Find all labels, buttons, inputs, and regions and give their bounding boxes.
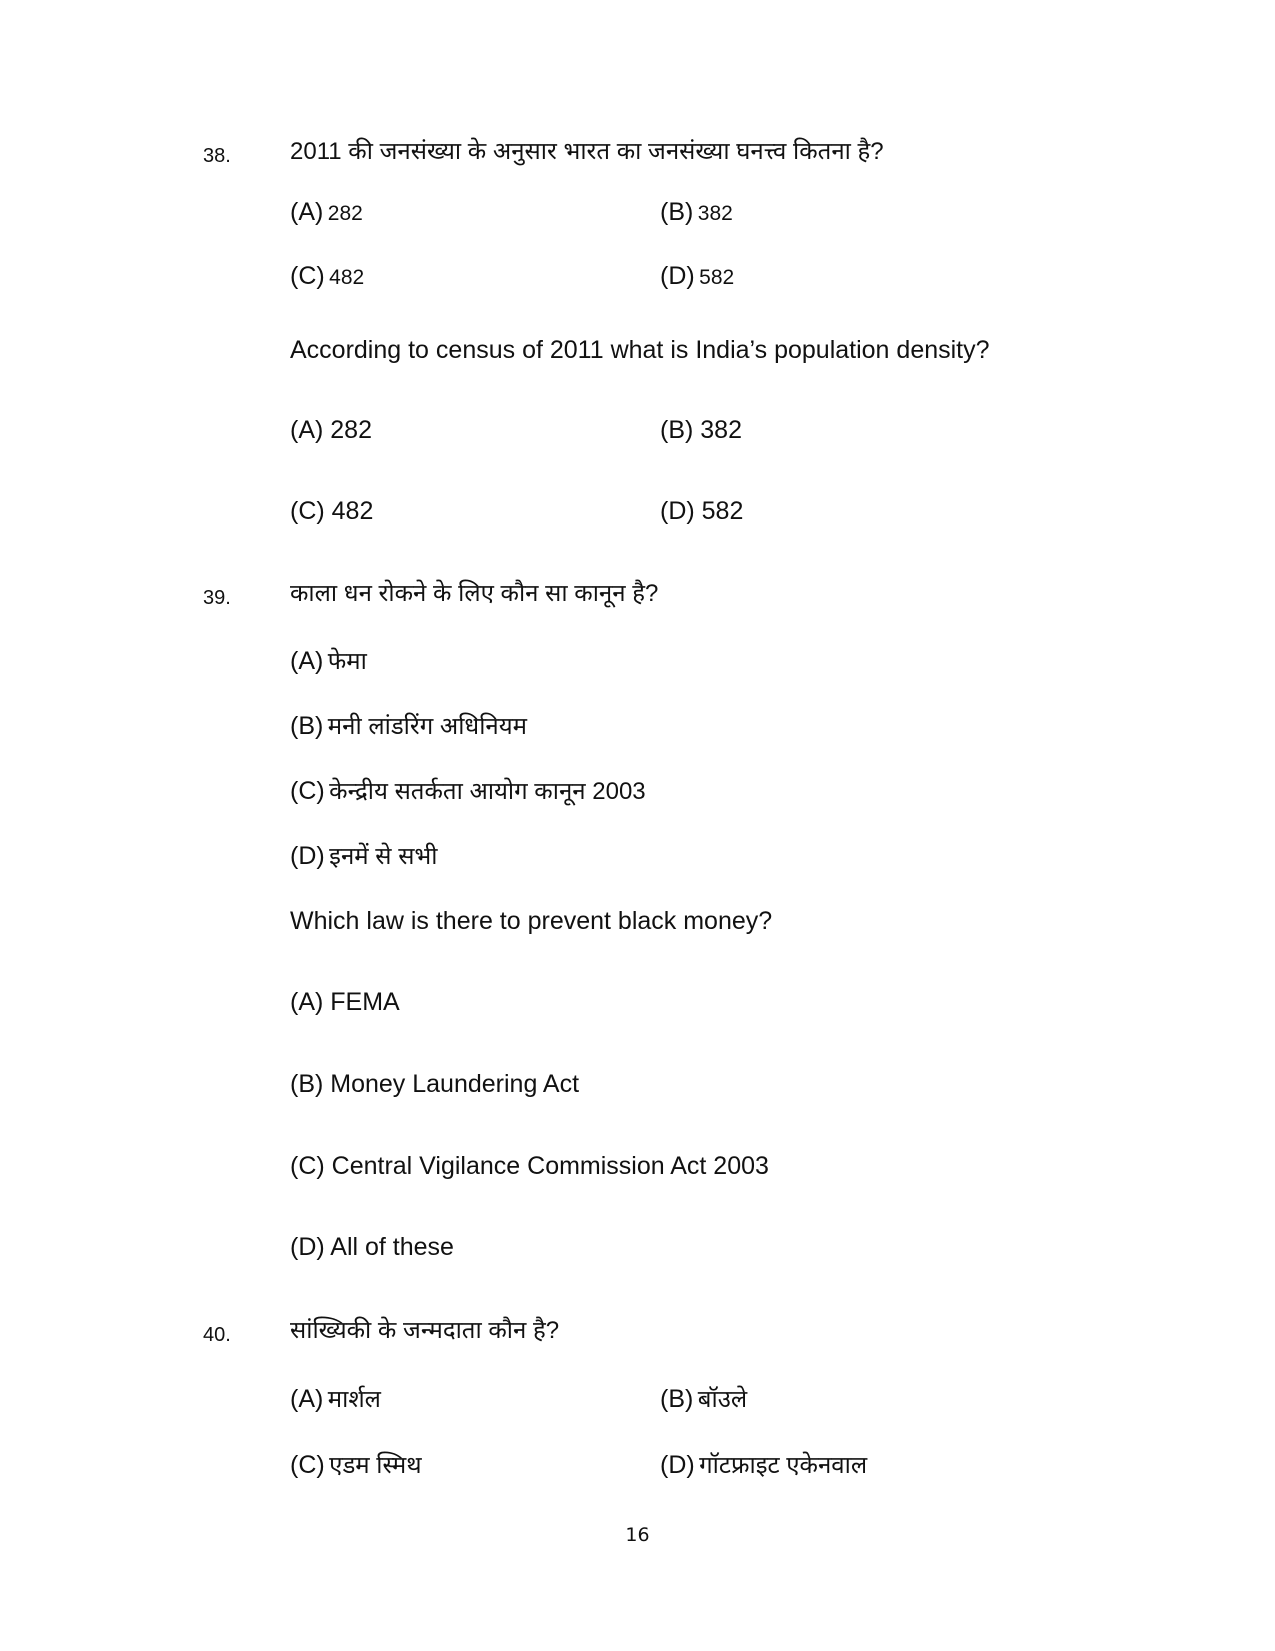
option-d-english: (D) All of these (290, 1233, 454, 1261)
question-number: 38. (203, 145, 231, 167)
question-text-hindi: सांख्यिकी के जन्मदाता कौन है? (290, 1317, 560, 1344)
option-value: बॉउले (697, 1386, 748, 1413)
option-b-hindi (290, 714, 527, 739)
option-label: (C) (290, 777, 325, 805)
question-text-english: According to census of 2011 what is India’s population density? (290, 336, 990, 364)
option-label: (D) (660, 1451, 695, 1479)
option-label: (A) (290, 647, 324, 675)
option-b-english: (B) Money Laundering Act (290, 1070, 580, 1098)
option-value: 382 (697, 202, 733, 225)
option-d-english: (D) 582 (660, 497, 744, 525)
question-number: 40. (203, 1324, 231, 1346)
option-a-english: (A) FEMA (290, 988, 400, 1016)
option-label: (D) (290, 842, 325, 870)
option-b-hindi (660, 1387, 747, 1412)
option-value: मनी लांडरिंग अधिनियम (327, 713, 527, 740)
option-a-hindi (290, 200, 363, 225)
option-a-hindi (290, 649, 367, 674)
option-label: (A) (290, 1385, 324, 1413)
option-b-english: (B) 382 (660, 416, 742, 444)
option-c-english: (C) 482 (290, 497, 374, 525)
option-label: (B) (660, 198, 694, 226)
option-value: 582 (699, 266, 735, 289)
option-value: इनमें से सभी (329, 843, 438, 870)
option-a-english: (A) 282 (290, 416, 372, 444)
question-text-hindi: 2011 की जनसंख्या के अनुसार भारत का जनसंख्या घनत्त्व कितना है? (290, 138, 884, 165)
option-label: (C) (290, 1451, 325, 1479)
option-label: (B) (290, 712, 324, 740)
option-c-hindi (290, 264, 364, 289)
option-label: (B) (660, 1385, 694, 1413)
option-value: 282 (327, 202, 363, 225)
option-b-hindi (660, 200, 733, 225)
option-d-hindi (660, 264, 734, 289)
option-value: गॉटफ्राइट एकेनवाल (699, 1452, 868, 1479)
question-number: 39. (203, 587, 231, 609)
option-c-hindi (290, 1453, 422, 1478)
option-value: मार्शल (327, 1386, 381, 1413)
option-value: केन्द्रीय सतर्कता आयोग कानून 2003 (329, 778, 646, 805)
page-number: 16 (625, 1524, 650, 1546)
option-label: (C) (290, 262, 325, 290)
option-c-english: (C) Central Vigilance Commission Act 2003 (290, 1152, 769, 1180)
option-label: (D) (660, 262, 695, 290)
option-d-hindi (290, 844, 438, 869)
option-label: (A) (290, 198, 324, 226)
question-text-hindi: काला धन रोकने के लिए कौन सा कानून है? (290, 580, 659, 607)
option-value: 482 (329, 266, 365, 289)
option-value: एडम स्मिथ (329, 1452, 422, 1479)
option-c-hindi (290, 779, 646, 804)
option-d-hindi (660, 1453, 867, 1478)
question-text-english: Which law is there to prevent black money? (290, 907, 773, 935)
option-value: फेमा (327, 648, 367, 675)
option-a-hindi (290, 1387, 381, 1412)
